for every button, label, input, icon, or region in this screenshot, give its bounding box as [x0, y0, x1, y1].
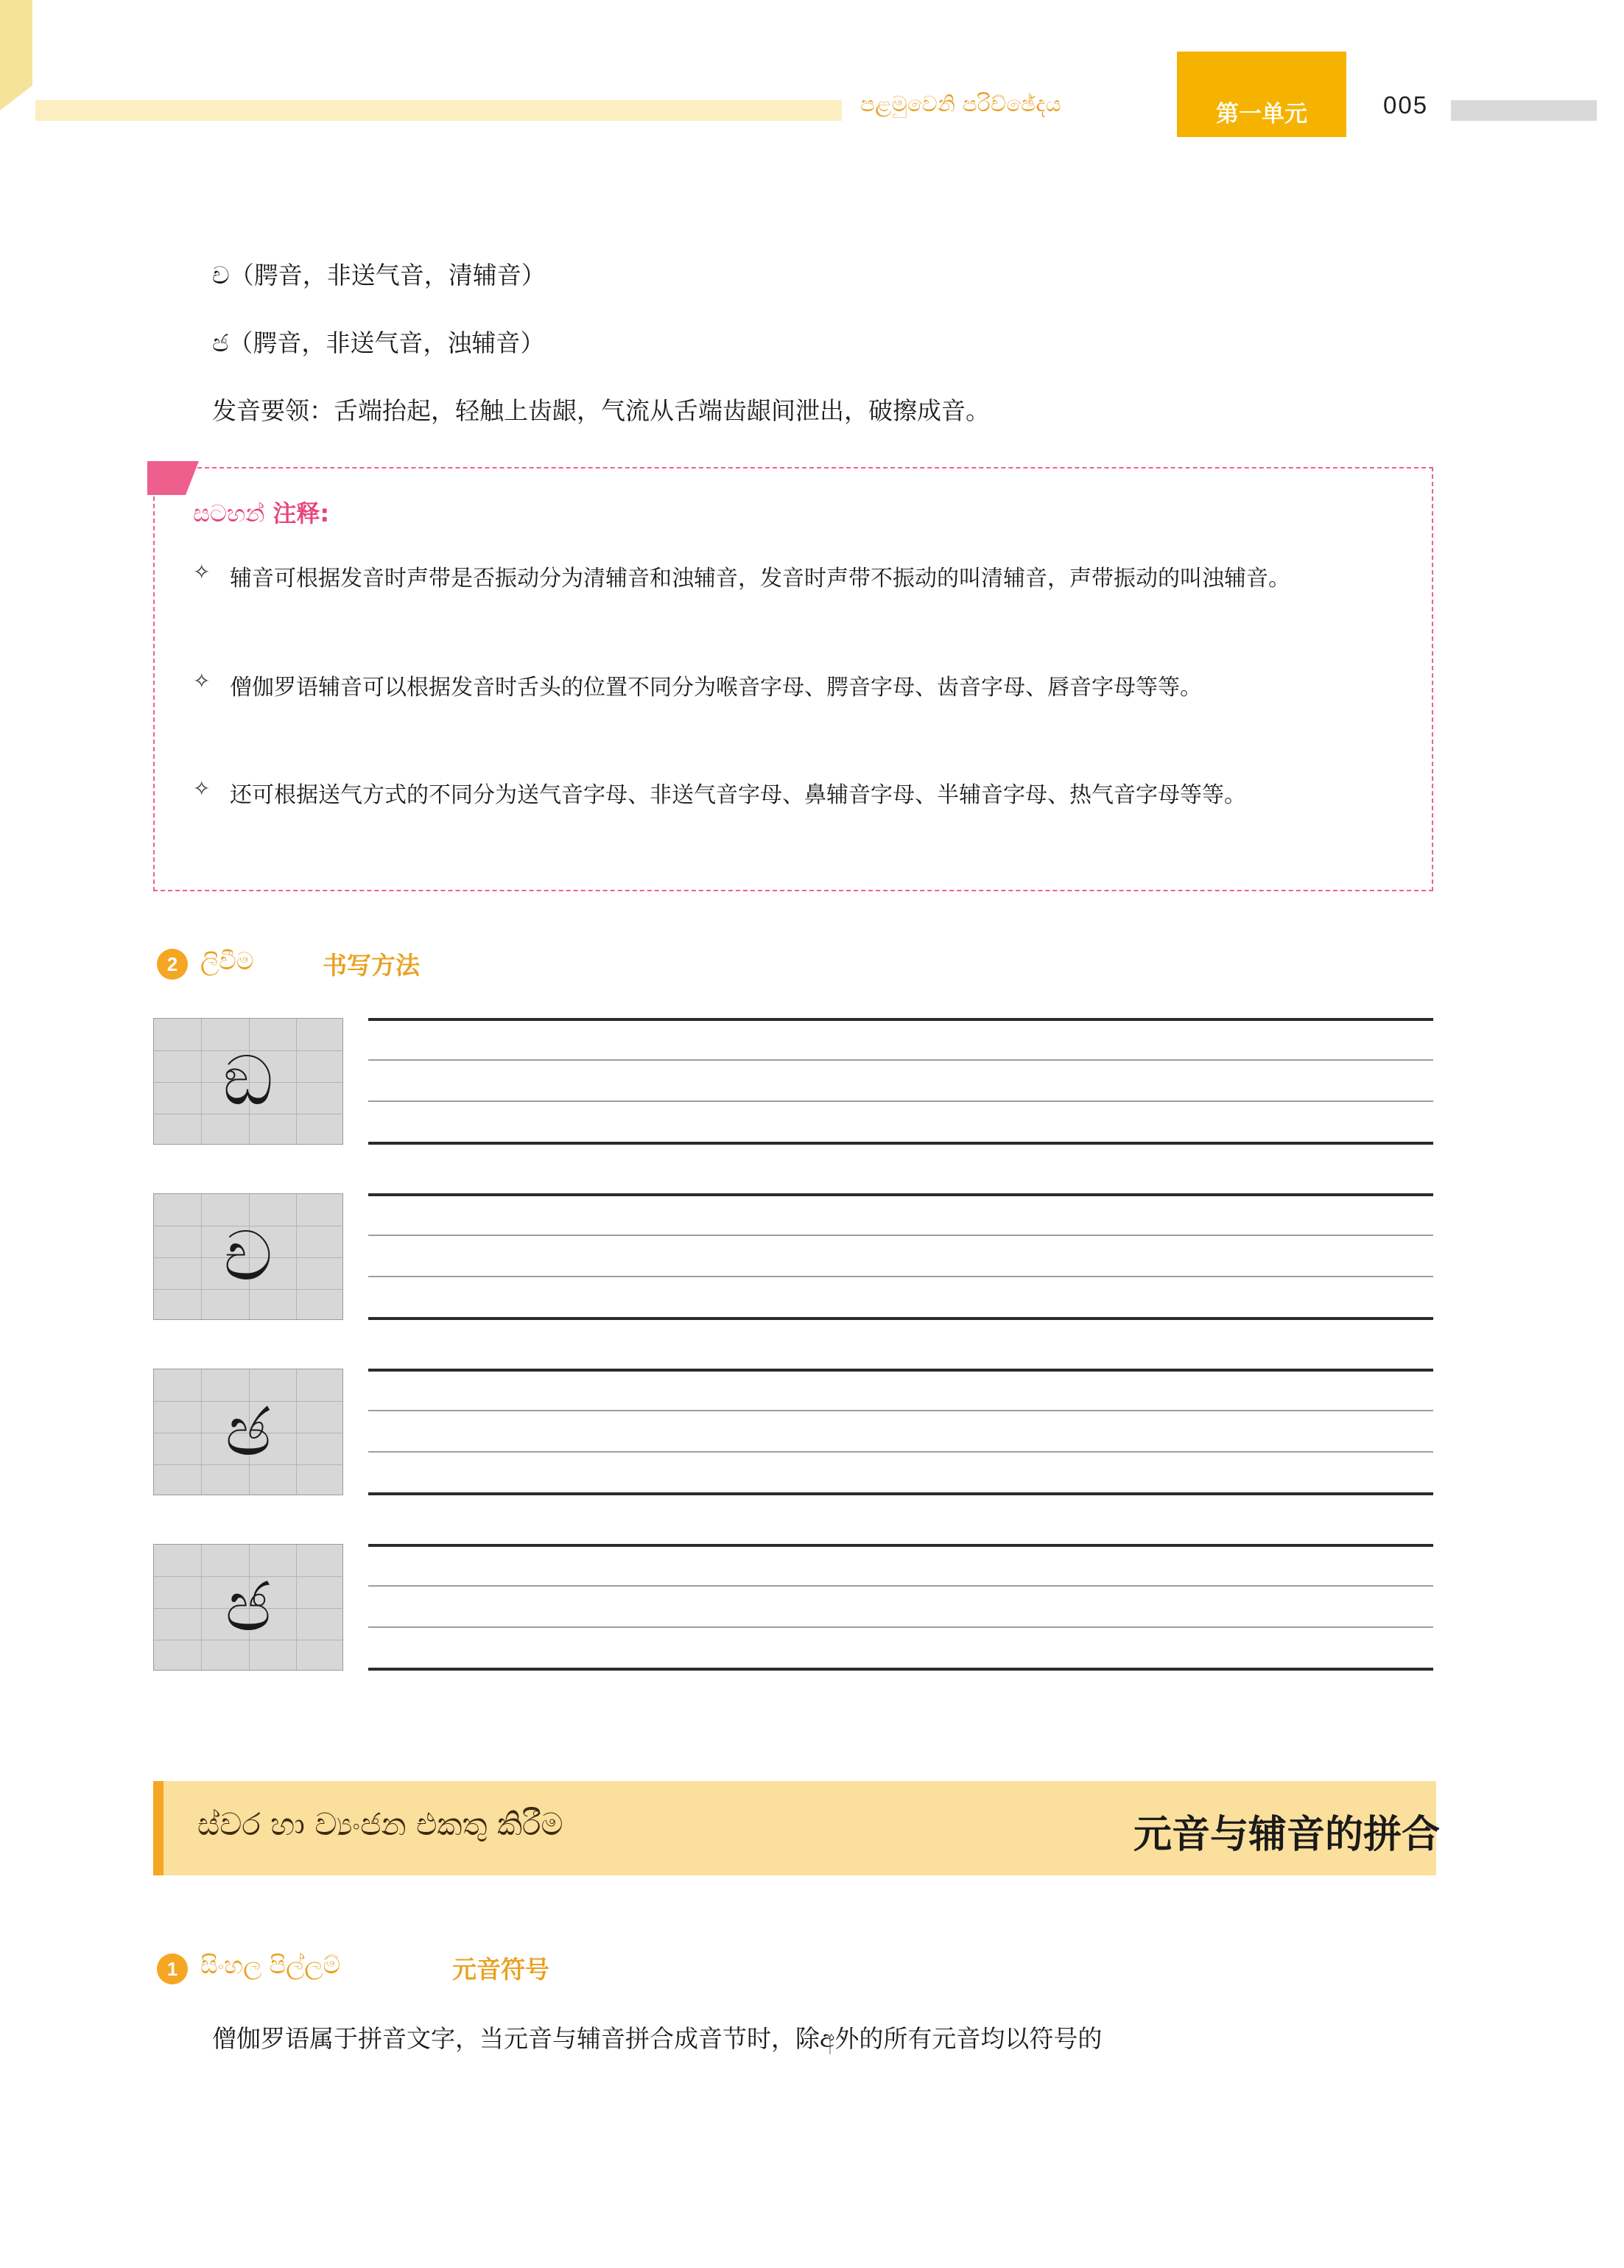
glyph-guide-box — [153, 1544, 343, 1671]
note-item: 辅音可根据发音时声带是否振动分为清辅音和浊辅音，发音时声带不振动的叫清辅音，声带振动的叫浊辅音。 — [230, 566, 1290, 591]
section-title-sinhala: ලිවීම — [200, 947, 254, 975]
glyph-guide-box — [153, 1369, 343, 1495]
section-title-chinese: 书写方法 — [323, 951, 420, 980]
practice-ruled-lines — [368, 1544, 1433, 1671]
corner-decoration — [0, 0, 32, 85]
diamond-bullet-icon: ✧ — [193, 669, 211, 693]
section-title-chinese: 元音符号 — [452, 1955, 549, 1984]
banner-title-chinese: 元音与辅音的拼合 — [1133, 1813, 1440, 1857]
glyph-guide-box — [153, 1193, 343, 1320]
section-number-badge: 2 — [157, 949, 188, 980]
diamond-bullet-icon: ✧ — [193, 776, 211, 801]
closing-paragraph: 僧伽罗语属于拼音文字，当元音与辅音拼合成音节时，除අ外的所有元音均以符号的 — [212, 2024, 1103, 2053]
note-item: 僧伽罗语辅音可以根据发音时舌头的位置不同分为喉音字母、腭音字母、齿音字母、唇音字母等等。 — [230, 675, 1202, 701]
header-rule-left — [35, 100, 842, 121]
practice-ruled-lines — [368, 1193, 1433, 1320]
note-title-sinhala: සටහන් — [193, 499, 265, 527]
header-rule-right — [1451, 100, 1597, 121]
page-number: 005 — [1383, 91, 1429, 119]
practice-glyph: ජ — [225, 1567, 272, 1646]
header-chapter-sinhala: පළමුවෙනි පරිච්ඡේදය — [860, 91, 1062, 116]
intro-line-1: ච（腭音，非送气音，清辅音） — [212, 261, 546, 289]
banner-title-sinhala: ස්වර හා ව්‍යංජන එකතු කිරීම — [197, 1806, 563, 1842]
section-number-badge: 1 — [157, 1953, 188, 1984]
intro-line-2: ජ（腭音，非送气音，浊辅音） — [212, 329, 545, 357]
glyph-guide-box — [153, 1018, 343, 1145]
practice-ruled-lines — [368, 1018, 1433, 1145]
header-unit-label: 第一单元 — [1216, 101, 1307, 127]
diamond-bullet-icon: ✧ — [193, 560, 211, 584]
note-tab-decoration — [147, 461, 186, 495]
header-unit-badge — [1177, 52, 1346, 137]
page-header — [0, 87, 1624, 137]
section-title-sinhala: සිංහල පිල්ලම් — [200, 1951, 341, 1979]
practice-glyph: ඞ — [222, 1041, 274, 1120]
intro-line-3: 发音要领：舌端抬起，轻触上齿龈，气流从舌端齿龈间泄出，破擦成音。 — [212, 396, 990, 425]
note-title-chinese: 注释: — [273, 499, 330, 527]
practice-ruled-lines — [368, 1369, 1433, 1495]
note-title — [193, 495, 329, 529]
practice-glyph: ච — [223, 1216, 273, 1296]
practice-glyph: ඡ — [225, 1391, 272, 1471]
note-item: 还可根据送气方式的不同分为送气音字母、非送气音字母、鼻辅音字母、半辅音字母、热气音字母等等。 — [230, 782, 1246, 808]
